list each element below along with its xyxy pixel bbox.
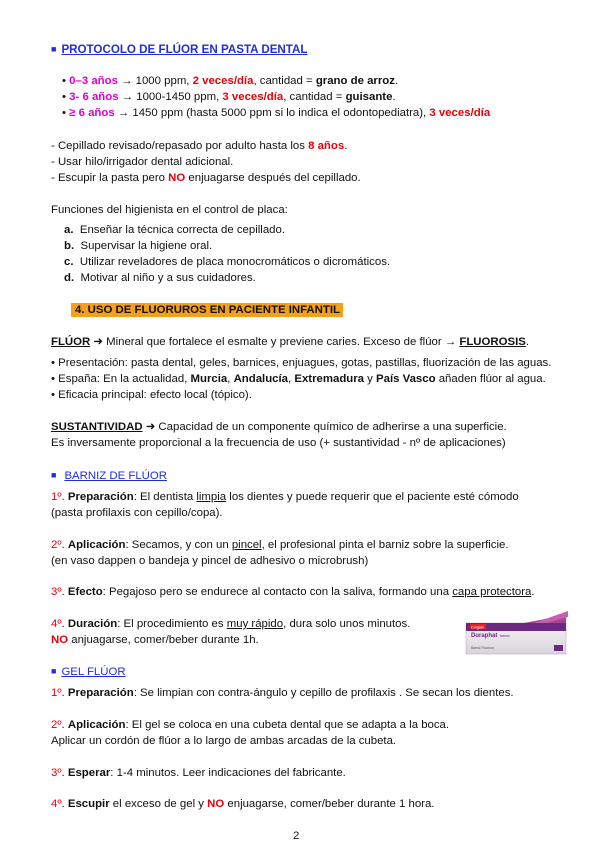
gel-step-2-note: Aplicar un cordón de flúor a lo largo de ambas arcadas de la cubeta. <box>51 735 397 747</box>
varnish-step-3: 3º. Efecto: Pegajoso pero se endurece al contacto con la saliva, formando una capa protectora. <box>51 586 535 598</box>
varnish-step-1-note: (pasta profilaxis con cepillo/copa). <box>51 507 223 519</box>
svg-text:Barniz Fluoruro: Barniz Fluoruro <box>471 646 495 650</box>
varnish-step-2: 2º. Aplicación: Secamos, y con un pincel, el profesional pinta el barniz sobre la superficie. <box>51 539 509 551</box>
bullet-presentation: • Presentación: pasta dental, geles, barnices, enjuagues, gotas, pastillas, fluorización de las aguas. <box>51 357 552 369</box>
hygienist-item: d. Motivar al niño y a sus cuidadores. <box>64 272 256 284</box>
section-4-heading: 4. USO DE FLUORUROS EN PACIENTE INFANTIL <box>71 303 343 317</box>
section-title-fluor-toothpaste: ■ PROTOCOLO DE FLÚOR EN PASTA DENTAL <box>51 43 308 56</box>
varnish-step-1: 1º. Preparación: El dentista limpia los dientes y puede requerir que el paciente esté cómodo <box>51 491 519 503</box>
note-floss: - Usar hilo/irrigador dental adicional. <box>51 156 234 168</box>
svg-text:Duraphat: Duraphat <box>471 633 498 639</box>
gel-step-2: 2º. Aplicación: El gel se coloca en una cubeta dental que se adapta a la boca. <box>51 719 450 731</box>
bullet-efficacy: • Eficacia principal: efecto local (tópico). <box>51 389 252 401</box>
gel-step-4: 4º. Escupir el exceso de gel y NO enjuagarse, comer/beber durante 1 hora. <box>51 798 435 810</box>
note-supervised-brushing: - Cepillado revisado/repasado por adulto hasta los 8 años. <box>51 140 348 152</box>
hygienist-intro: Funciones del higienista en el control de placa: <box>51 204 288 216</box>
hygienist-item: a. Enseñar la técnica correcta de cepillado. <box>64 224 285 236</box>
section-title-varnish: ■ BARNIZ DE FLÚOR <box>51 470 167 482</box>
varnish-step-4-note: NO anjuagarse, comer/beber durante 1h. <box>51 634 259 646</box>
hygienist-item: c. Utilizar reveladores de placa monocromáticos o dicromáticos. <box>64 256 391 268</box>
hygienist-item: b. Supervisar la higiene oral. <box>64 240 213 252</box>
svg-text:Colgate: Colgate <box>471 625 485 630</box>
substantivity-definition: SUSTANTIVIDAD ➜ Capacidad de un componente químico de adherirse a una superficie. <box>51 421 507 433</box>
square-bullet-icon: ■ <box>51 44 57 54</box>
square-bullet-icon: ■ <box>51 666 57 676</box>
gel-step-3: 3º. Esperar: 1-4 minutos. Leer indicaciones del fabricante. <box>51 767 346 779</box>
age-item: • 0–3 años → 1000 ppm, 2 veces/día, cantidad = grano de arroz. <box>62 75 399 87</box>
substantivity-note: Es inversamente proporcional a la frecuencia de uso (+ sustantividad - nº de aplicaciones) <box>51 437 506 449</box>
varnish-step-4: 4º. Duración: El procedimiento es muy rápido, dura solo unos minutos. <box>51 618 411 630</box>
svg-text:barniz: barniz <box>500 634 510 638</box>
fluor-definition: FLÚOR ➜ Mineral que fortalece el esmalte y previene caries. Exceso de flúor → FLUOROSIS. <box>51 336 530 348</box>
page-number: 2 <box>293 830 300 842</box>
varnish-step-2-note: (en vaso dappen o bandeja y pincel de adhesivo o microbrush) <box>51 555 369 567</box>
note-spit: - Escupir la pasta pero NO enjuagarse después del cepillado. <box>51 172 361 184</box>
bullet-spain: • España: En la actualidad, Murcia, Andalucía, Extremadura y País Vasco añaden flúor al agua. <box>51 373 546 385</box>
section-title-gel: ■ GEL FLÚOR <box>51 666 126 678</box>
duraphat-product-image <box>464 609 570 656</box>
age-item: • 3- 6 años → 1000-1450 ppm, 3 veces/día, cantidad = guisante. <box>62 91 396 103</box>
gel-step-1: 1º. Preparación: Se limpian con contra-ángulo y cepillo de profilaxis . Se secan los dientes. <box>51 687 514 699</box>
age-item: • ≥ 6 años → 1450 ppm (hasta 5000 ppm si lo indica el odontopediatra), 3 veces/día <box>62 107 491 119</box>
duraphat-tube-icon <box>464 609 570 656</box>
square-bullet-icon: ■ <box>51 470 57 480</box>
